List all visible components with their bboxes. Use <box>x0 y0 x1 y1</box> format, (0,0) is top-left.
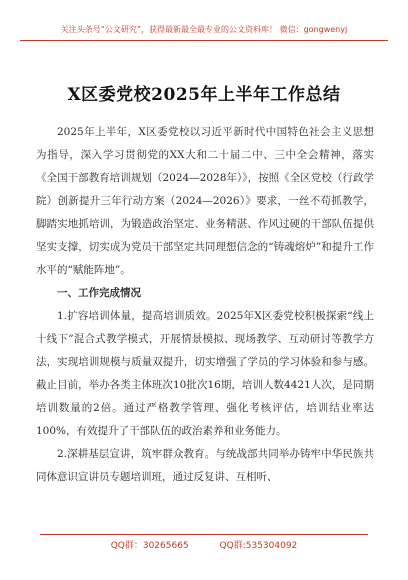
footer <box>40 534 368 551</box>
header-banner: 关注头条号“公文研究”，获得最新最全最专业的公文资料库！ 微信：gongwenyj <box>20 24 388 41</box>
document-title: X区委党校2025年上半年工作总结 <box>67 85 341 105</box>
footer-qq-group-2: QQ群:535304092 <box>219 541 298 551</box>
item-paragraph-1: 1.扩容培训体量，提高培训质效。2025年X区委党校积极探索“线上十线下”混合式教学模式，开展情景模拟、现场教学、互动研讨等教学方法，实现培训规模与质量双提升，切实增强了学员的学习体验和参与感。截止目前，举办各类主体班次10批次16期，培训人数4421人次，是同期培训数量的2倍。通过严格教学管理、强化考核评估，培训结业率达100%，有效提升了干部队伍的政治素养和业务能力。 <box>36 310 374 437</box>
intro-paragraph: 2025年上半年，X区委党校以习近平新时代中国特色社会主义思想为指导，深入学习贯彻党的XX大和二十届二中、三中全会精神，落实《全国干部教育培训规划（2024—2028年）》，按照《全区党校（行政学院）创新提升三年行动方案（2024—2026）》要求，一丝不苟抓教学，脚踏实地抓培训，为锻造政治坚定、业务精湛、作风过硬的干部队伍提供坚实支撑，切实成为党员干部坚定共同理想信念的“铸魂熔炉”和提升工作水平的“赋能阵地”。 <box>36 126 374 276</box>
footer-qq-group-1: QQ群：30265665 <box>110 541 189 551</box>
section-heading: 一、工作完成情况 <box>57 287 141 299</box>
item-paragraph-2: 2.深耕基层宣讲，筑牢群众教育。与统战部共同举办铸牢中华民族共同体意识宣讲员专题培训班，通过反复讲、互相听、 <box>36 448 374 483</box>
document-body <box>36 121 374 489</box>
